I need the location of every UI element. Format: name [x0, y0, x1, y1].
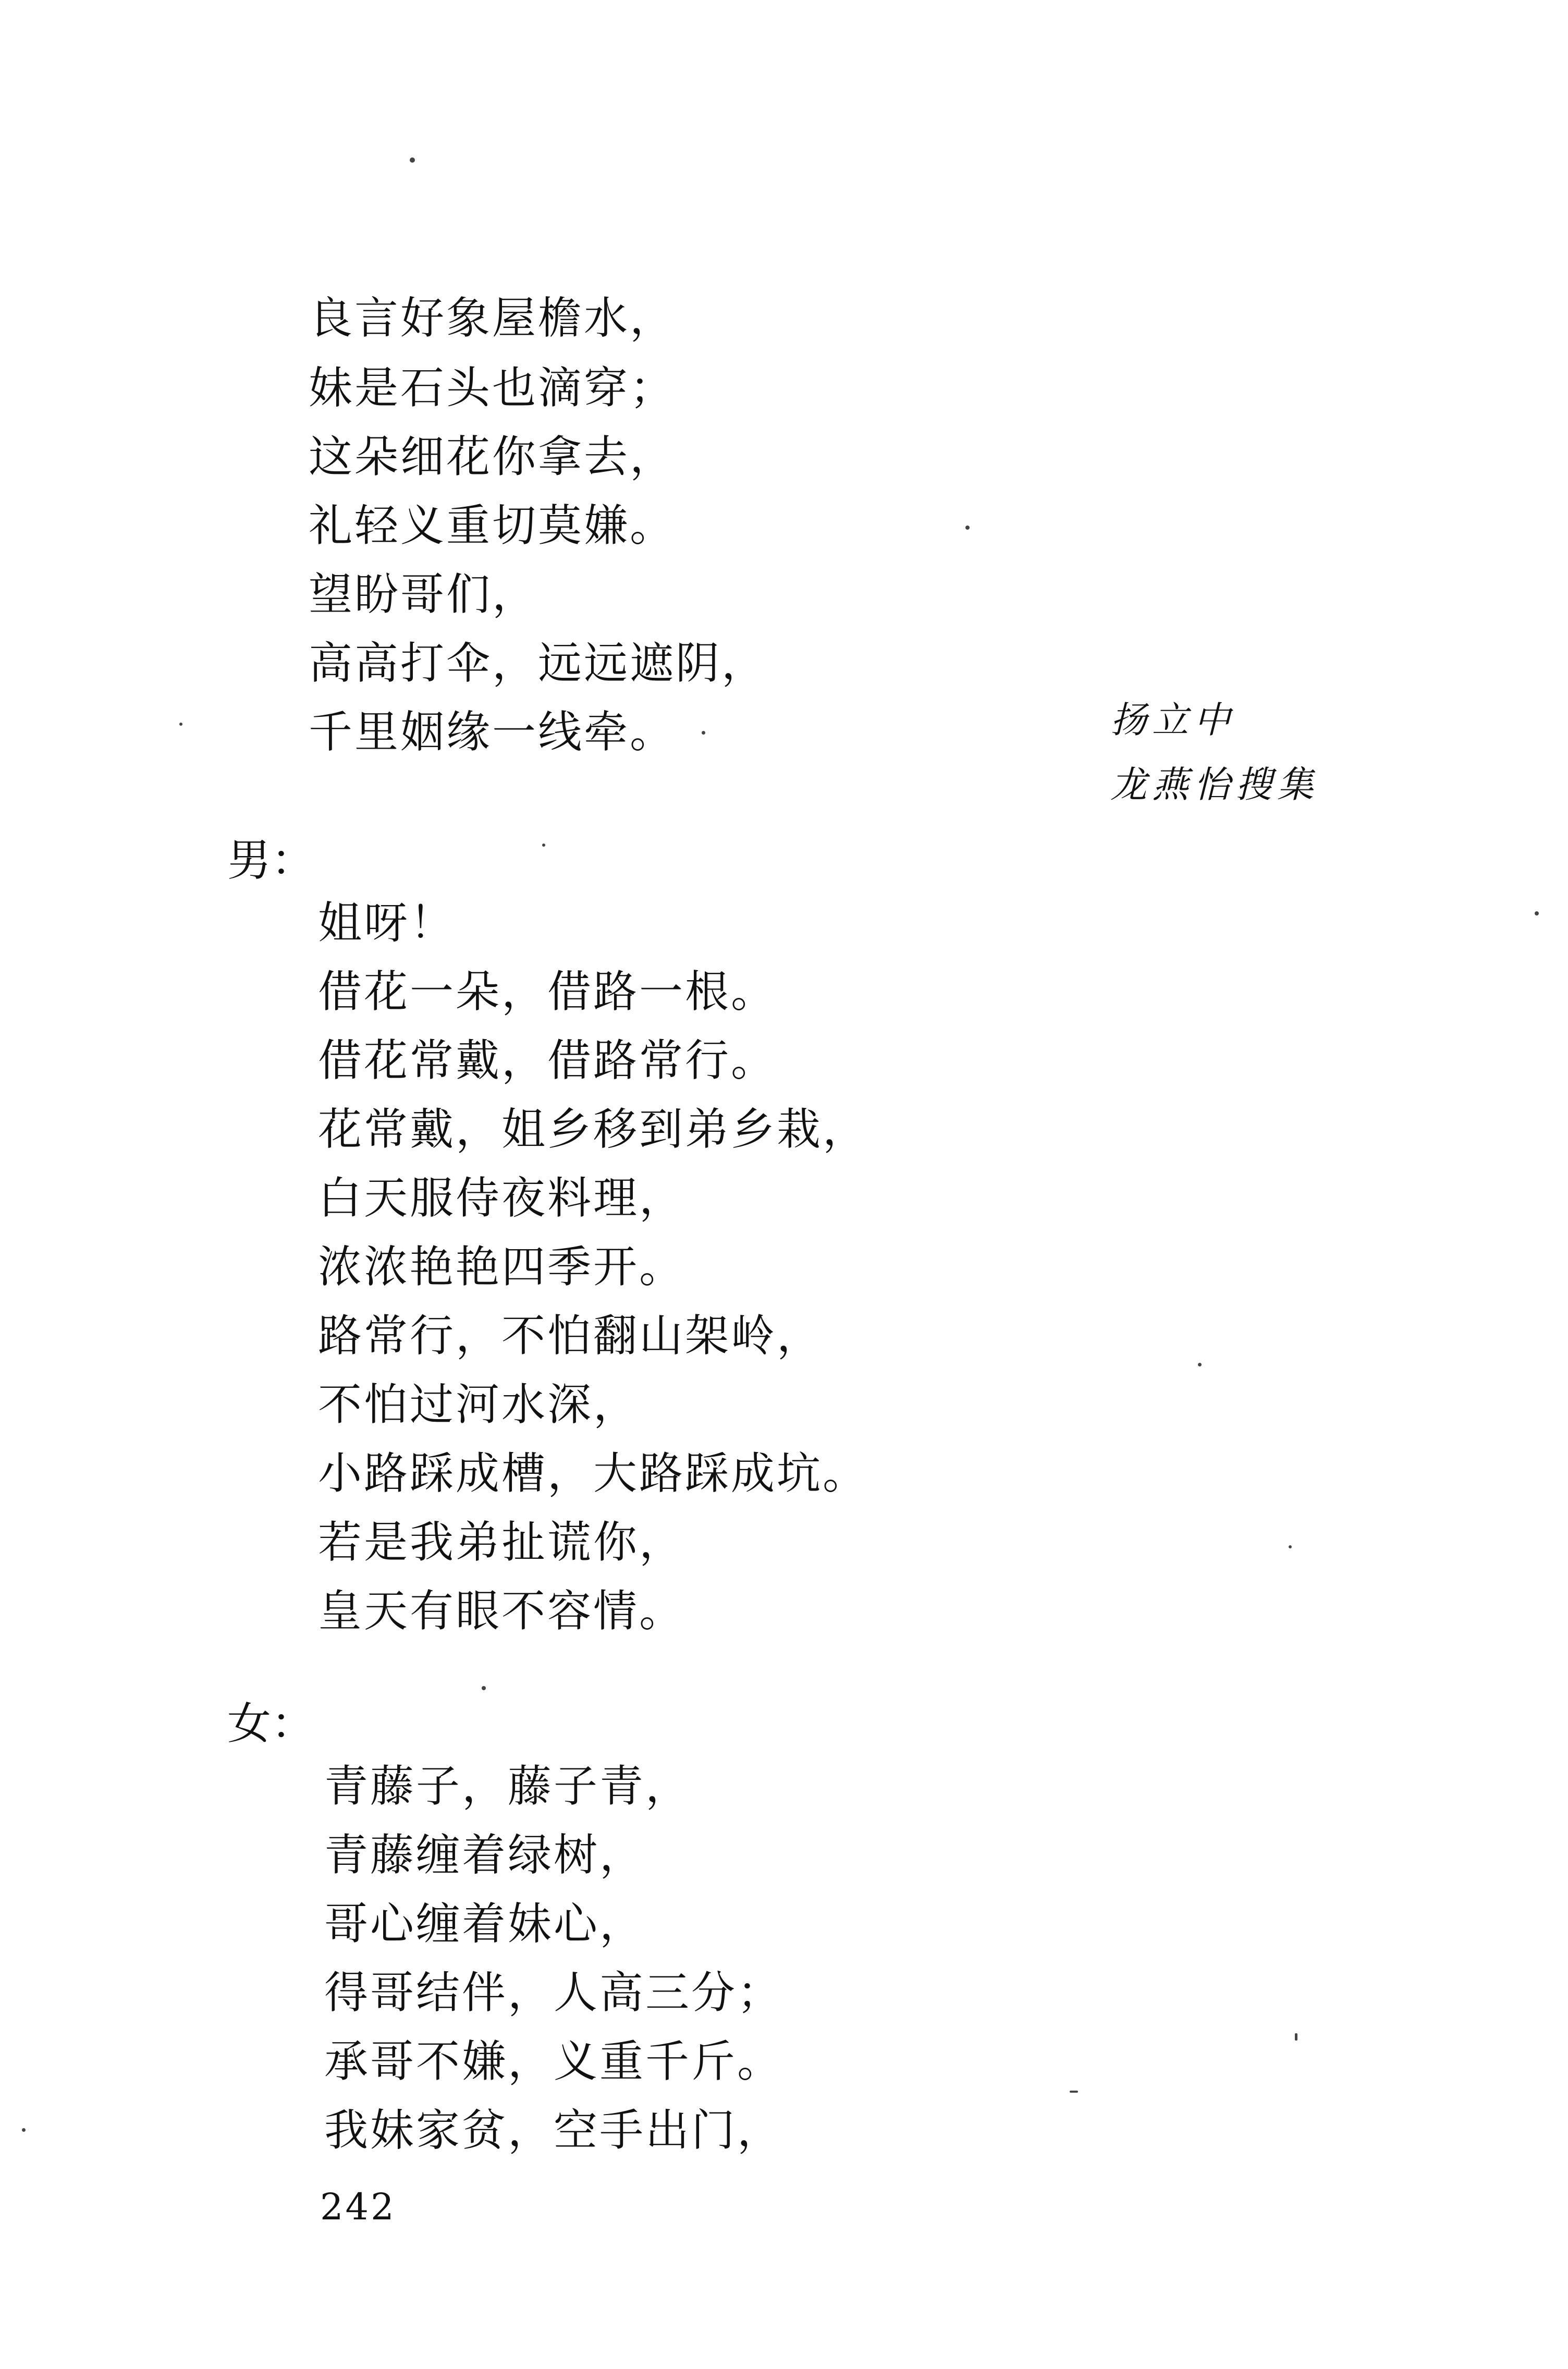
verse-line: 妹是石头也滴穿； [309, 362, 676, 413]
scan-speck [1070, 2091, 1078, 2093]
scan-speck [1295, 2033, 1297, 2041]
scan-speck [1289, 1545, 1292, 1548]
verse-line: 青藤子，藤子青， [324, 1761, 692, 1812]
verse-line: 若是我弟扯谎你， [318, 1517, 685, 1568]
verse-line: 白天服侍夜料理， [318, 1173, 685, 1224]
scan-speck [1198, 1363, 1202, 1366]
verse-line: 千里姻缘一线牵。 [309, 706, 676, 758]
scan-speck [179, 723, 182, 726]
verse-line: 路常行，不怕翻山架岭， [318, 1310, 823, 1361]
page-number: 242 [320, 2185, 396, 2228]
scan-speck [542, 844, 545, 847]
speaker-label-female: 女： [227, 1698, 315, 1749]
scan-speck [22, 2128, 26, 2132]
verse-line: 花常戴，姐乡移到弟乡栽， [318, 1104, 869, 1155]
verse-line: 浓浓艳艳四季开。 [318, 1241, 685, 1292]
verse-line: 良言好象屋檐水， [309, 292, 676, 344]
verse-line: 我妹家贫，空手出门， [324, 2105, 783, 2156]
verse-line: 承哥不嫌，义重千斤。 [324, 2036, 783, 2087]
scan-speck [702, 731, 705, 735]
verse-line: 借花一朵，借路一根。 [318, 966, 777, 1017]
verse-line: 不怕过河水深， [318, 1379, 640, 1430]
verse-line: 皇天有眼不容情。 [318, 1585, 685, 1637]
collector-name: 扬立中 [1110, 699, 1235, 741]
verse-line: 高高打伞，远远遮阴， [309, 638, 768, 689]
verse-line: 姐呀！ [318, 897, 456, 948]
verse-line: 青藤缠着绿树， [324, 1829, 646, 1880]
verse-line: 哥心缠着妹心， [324, 1898, 646, 1949]
verse-line: 这朵细花你拿去， [309, 431, 676, 482]
scan-speck [410, 157, 415, 163]
verse-line: 借花常戴，借路常行。 [318, 1035, 777, 1086]
verse-line: 礼轻义重切莫嫌。 [309, 500, 676, 551]
verse-line: 小路踩成槽，大路踩成坑。 [318, 1448, 869, 1499]
verse-line: 望盼哥们， [309, 569, 538, 620]
speaker-label-male: 男： [227, 835, 315, 886]
scan-speck [965, 526, 970, 530]
collector-name: 龙燕怡搜集 [1110, 763, 1319, 806]
verse-line: 得哥结伴，人高三分； [324, 1967, 783, 2018]
scan-speck [482, 1686, 486, 1690]
scan-speck [1535, 911, 1539, 915]
